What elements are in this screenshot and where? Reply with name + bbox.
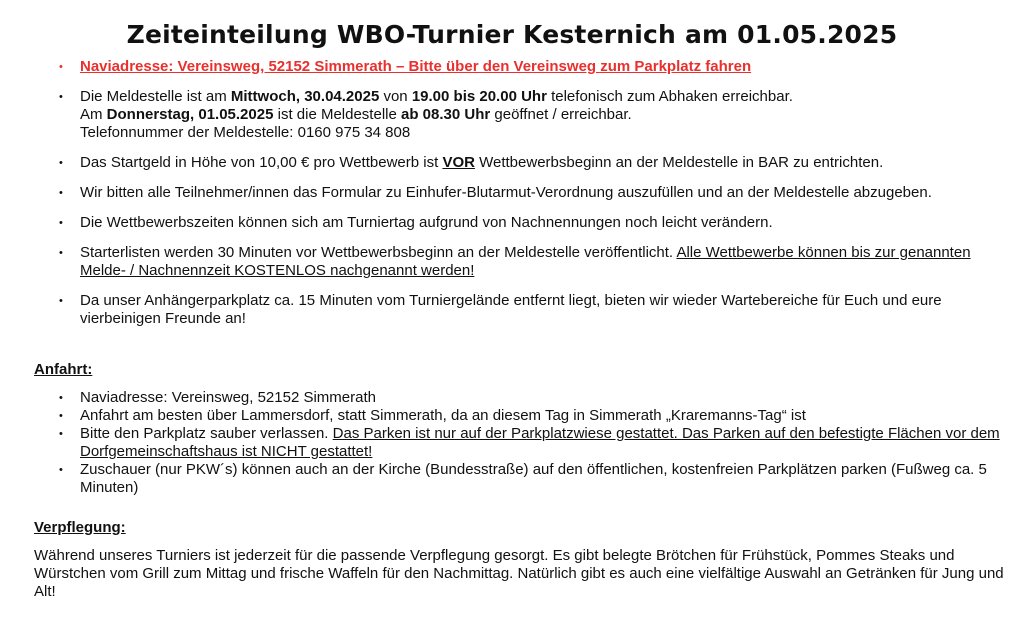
vor-emphasis: VOR [442, 154, 475, 171]
page-title: Zeiteinteilung WBO-Turnier Kesternich am 01.05.2025 [126, 20, 898, 49]
nachnennung-note: Alle Wettbewerbe können bis zur genannten Melde- / Nachnennzeit KOSTENLOS nachgenannt werden! [80, 244, 971, 279]
list-item-zeiten: • Die Wettbewerbszeiten können sich am Turniertag aufgrund von Nachnennungen noch leicht verändern. [59, 214, 773, 231]
list-item-navi-notice [0, 58, 1024, 76]
anfahrt-heading: Anfahrt: [34, 361, 93, 378]
info-list [0, 58, 1024, 328]
bullet-icon: • [59, 187, 63, 199]
meldestelle-phone: Telefonnummer der Meldestelle: 0160 975 34 808 [80, 124, 411, 141]
navi-notice: Naviadresse: Vereinsweg, 52152 Simmerath – Bitte über den Vereinsweg zum Parkplatz fahren [80, 58, 752, 75]
list-item-startgeld: • Das Startgeld in Höhe von 10,00 € pro Wettbewerb ist VOR Wettbewerbsbeginn an der Meldestelle in BAR zu entrichten. [59, 154, 884, 171]
bullet-icon: • [59, 247, 63, 259]
bullet-icon: • [59, 428, 63, 440]
bullet-icon: • [59, 392, 63, 404]
list-item-anfahrt-navi: • Naviadresse: Vereinsweg, 52152 Simmerath [59, 389, 376, 406]
meldestelle-date-2: Donnerstag, 01.05.2025 [106, 106, 274, 123]
bullet-icon: • [59, 61, 63, 73]
list-item-anfahrt-parken: • Bitte den Parkplatz sauber verlassen. Das Parken ist nur auf der Parkplatzwiese gestattet. Das Parken auf den befestigte Flächen vor dem Dorfgemeinschaftshaus ist NICHT gestattet! [59, 425, 1000, 460]
bullet-icon: • [59, 410, 63, 422]
list-item-formular: • Wir bitten alle Teilnehmer/innen das Formular zu Einhufer-Blutarmut-Verordnung auszufüllen und an der Meldestelle abzugeben. [59, 184, 932, 201]
meldestelle-time-2: ab 08.30 Uhr [401, 106, 491, 123]
verpflegung-heading: Verpflegung: [34, 519, 126, 536]
bullet-icon: • [59, 91, 63, 103]
meldestelle-time-1: 19.00 bis 20.00 Uhr [411, 88, 547, 105]
list-item-anfahrt-route: • Anfahrt am besten über Lammersdorf, statt Simmerath, da an diesem Tag in Simmerath „Kraremanns-Tag“ ist [59, 407, 806, 424]
parken-note: Das Parken ist nur auf der Parkplatzwiese gestattet. Das Parken auf den befestigte Flächen vor dem Dorfgemeinschaftshaus ist NICHT gestattet! [80, 425, 1000, 460]
list-item-parkplatz: • Da unser Anhängerparkplatz ca. 15 Minuten vom Turniergelände entfernt liegt, bieten wir wieder Wartebereiche für Euch und eure vierbeinigen Freunde an! [59, 292, 942, 327]
bullet-icon: • [59, 217, 63, 229]
list-item-anfahrt-zuschauer: • Zuschauer (nur PKW´s) können auch an der Kirche (Bundesstraße) auf den öffentlichen, kostenfreien Parkplätzen parken (Fußweg ca. 5 Minuten) [59, 461, 987, 496]
meldestelle-date-1: Mittwoch, 30.04.2025 [230, 88, 380, 105]
bullet-icon: • [59, 157, 63, 169]
bullet-icon: • [59, 464, 63, 476]
list-item-meldestelle: • Die Meldestelle ist am Mittwoch, 30.04.2025 von 19.00 bis 20.00 Uhr telefonisch zum Abhaken erreichbar. Am Donnerstag, 01.05.2025 ist die Meldestelle ab 08.30 Uhr geöffnet / erreichbar. Telefonnummer der Meldestelle: 0160 975 34 808 [59, 88, 793, 141]
anfahrt-list [0, 389, 1024, 497]
bullet-icon: • [59, 295, 63, 307]
verpflegung-text: Während unseres Turniers ist jederzeit für die passende Verpflegung gesorgt. Es gibt belegte Brötchen für Frühstück, Pommes Steaks und Würstchen vom Grill zum Mittag und frische Waffeln für den Nachmittag. Natürlich gibt es auch eine vielfältige Auswahl an Getränken für Jung und Alt! [34, 547, 1004, 600]
list-item-starterlisten: • Starterlisten werden 30 Minuten vor Wettbewerbsbeginn an der Meldestelle veröffentlicht. Alle Wettbewerbe können bis zur genannten Melde- / Nachnennzeit KOSTENLOS nachgenannt werden! [59, 244, 971, 279]
